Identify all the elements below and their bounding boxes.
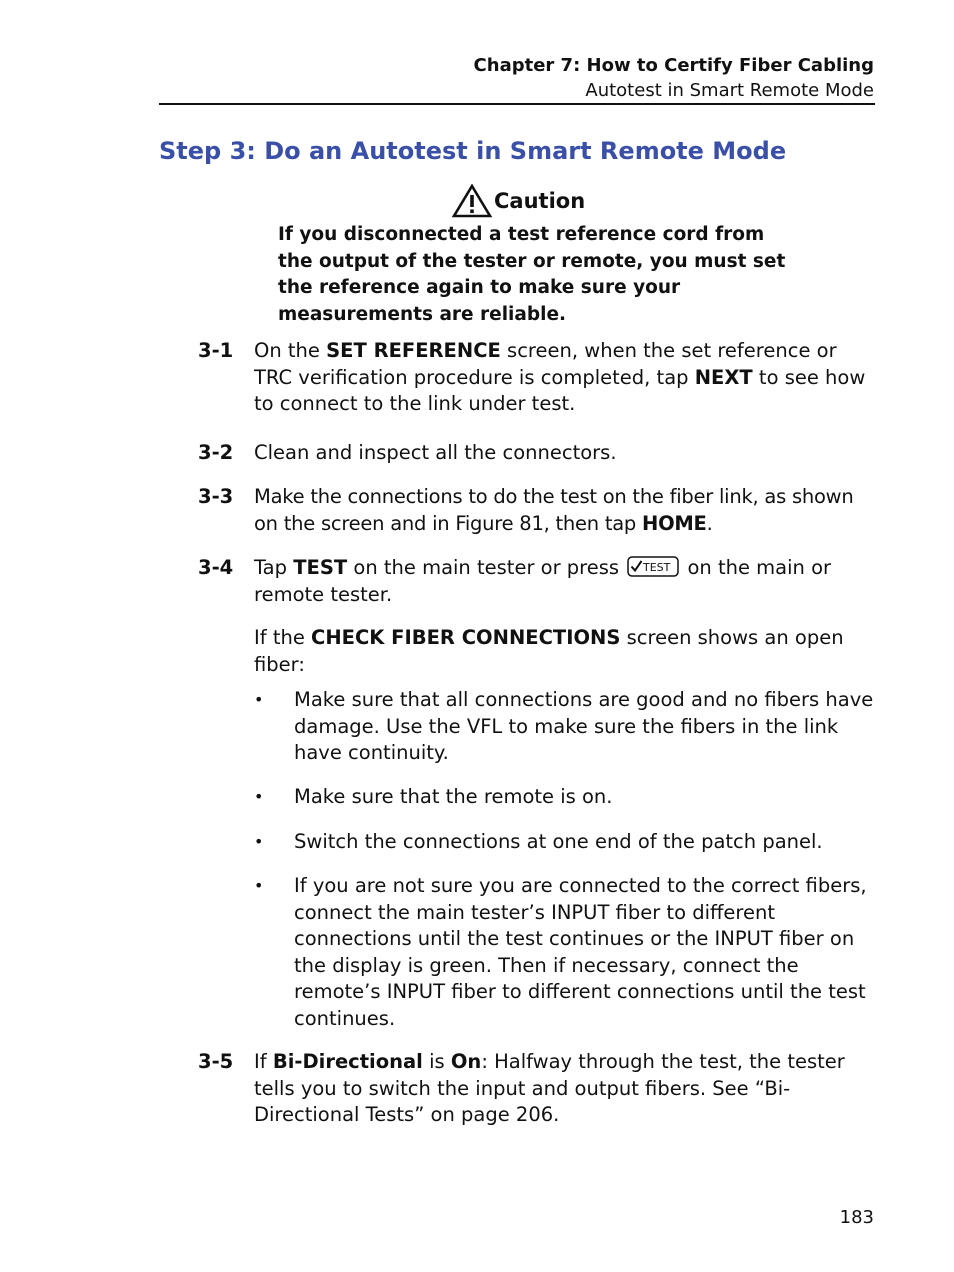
step-text: Clean and inspect all the connectors.	[254, 441, 617, 464]
text-run: to see how to connect to the link under test.	[254, 365, 866, 416]
bullet-text: Switch the connections at one end of the patch panel.	[294, 830, 823, 853]
text-run: : Halfway through the test, the tester tells you to switch the input and output fibers. See “Bi-Directional Tests” on page 206.	[254, 1050, 845, 1127]
ui-term-bi-directional: Bi-Directional	[272, 1050, 423, 1073]
ui-term-test: TEST	[293, 556, 348, 579]
ui-term-next: NEXT	[694, 365, 753, 389]
text-run: screen, when the set reference or TRC verification procedure is completed, tap	[254, 339, 837, 389]
check-fiber-paragraph	[254, 625, 878, 678]
text-run: .	[706, 511, 713, 535]
text-run: screen shows an open fiber:	[254, 626, 844, 676]
step-number: 3-1	[198, 339, 234, 362]
bullet-text: Make sure that all connections are good and no fibers have damage. Use the VFL to make sure the fibers in the link have continuity.	[294, 688, 874, 765]
text-run: on the main tester or press	[347, 556, 626, 579]
bullet-marker: •	[254, 690, 264, 709]
bullet-text: If you are not sure you are connected to the correct fibers, connect the main tester’s INPUT fiber to different connections until the test continues or the INPUT fiber on the display is green. Then if necessary, connect the remote’s INPUT fiber to different connections until the test continues.	[294, 874, 867, 1030]
ui-term-set-reference: SET REFERENCE	[326, 339, 501, 362]
step-text	[254, 484, 878, 537]
text-run: Tap	[254, 556, 294, 579]
step-text	[254, 555, 878, 608]
step-text	[254, 338, 878, 418]
text-run: on the main or remote tester.	[254, 556, 832, 606]
header-section: Autotest in Smart Remote Mode	[585, 80, 874, 101]
text-run: On the	[254, 339, 327, 362]
caution-heading	[452, 183, 585, 219]
bullet-marker: •	[254, 832, 264, 851]
step-number: 3-3	[198, 485, 234, 508]
ui-term-on: On	[450, 1050, 482, 1073]
text-run: Make the connections to do the test on the fiber link, as shown on the screen and in Figure 81, then tap	[254, 485, 854, 535]
text-run: is	[422, 1050, 451, 1073]
caution-label: Caution	[494, 189, 586, 213]
ui-term-home: HOME	[642, 511, 707, 535]
step-number: 3-4	[198, 556, 234, 579]
test-key-icon	[627, 556, 679, 577]
bullet-marker: •	[254, 787, 264, 806]
text-run: If	[254, 1050, 273, 1073]
page-number: 183	[839, 1207, 874, 1228]
page-title: Step 3: Do an Autotest in Smart Remote Mode	[159, 137, 787, 165]
step-number: 3-2	[198, 441, 234, 464]
text-run: If the	[254, 626, 312, 649]
header-divider	[159, 103, 875, 105]
caution-text: If you disconnected a test reference cord from the output of the tester or remote, you must set the reference again to make sure your measurements are reliable.	[278, 224, 786, 325]
header-chapter: Chapter 7: How to Certify Fiber Cabling	[473, 55, 874, 76]
bullet-text: Make sure that the remote is on.	[294, 785, 613, 808]
ui-term-check-fiber-connections: CHECK FIBER CONNECTIONS	[311, 626, 621, 649]
test-key-label: TEST	[643, 561, 671, 574]
step-text	[254, 1049, 878, 1129]
bullet-marker: •	[254, 876, 264, 895]
warning-triangle-icon	[452, 184, 492, 218]
step-number: 3-5	[198, 1050, 234, 1073]
